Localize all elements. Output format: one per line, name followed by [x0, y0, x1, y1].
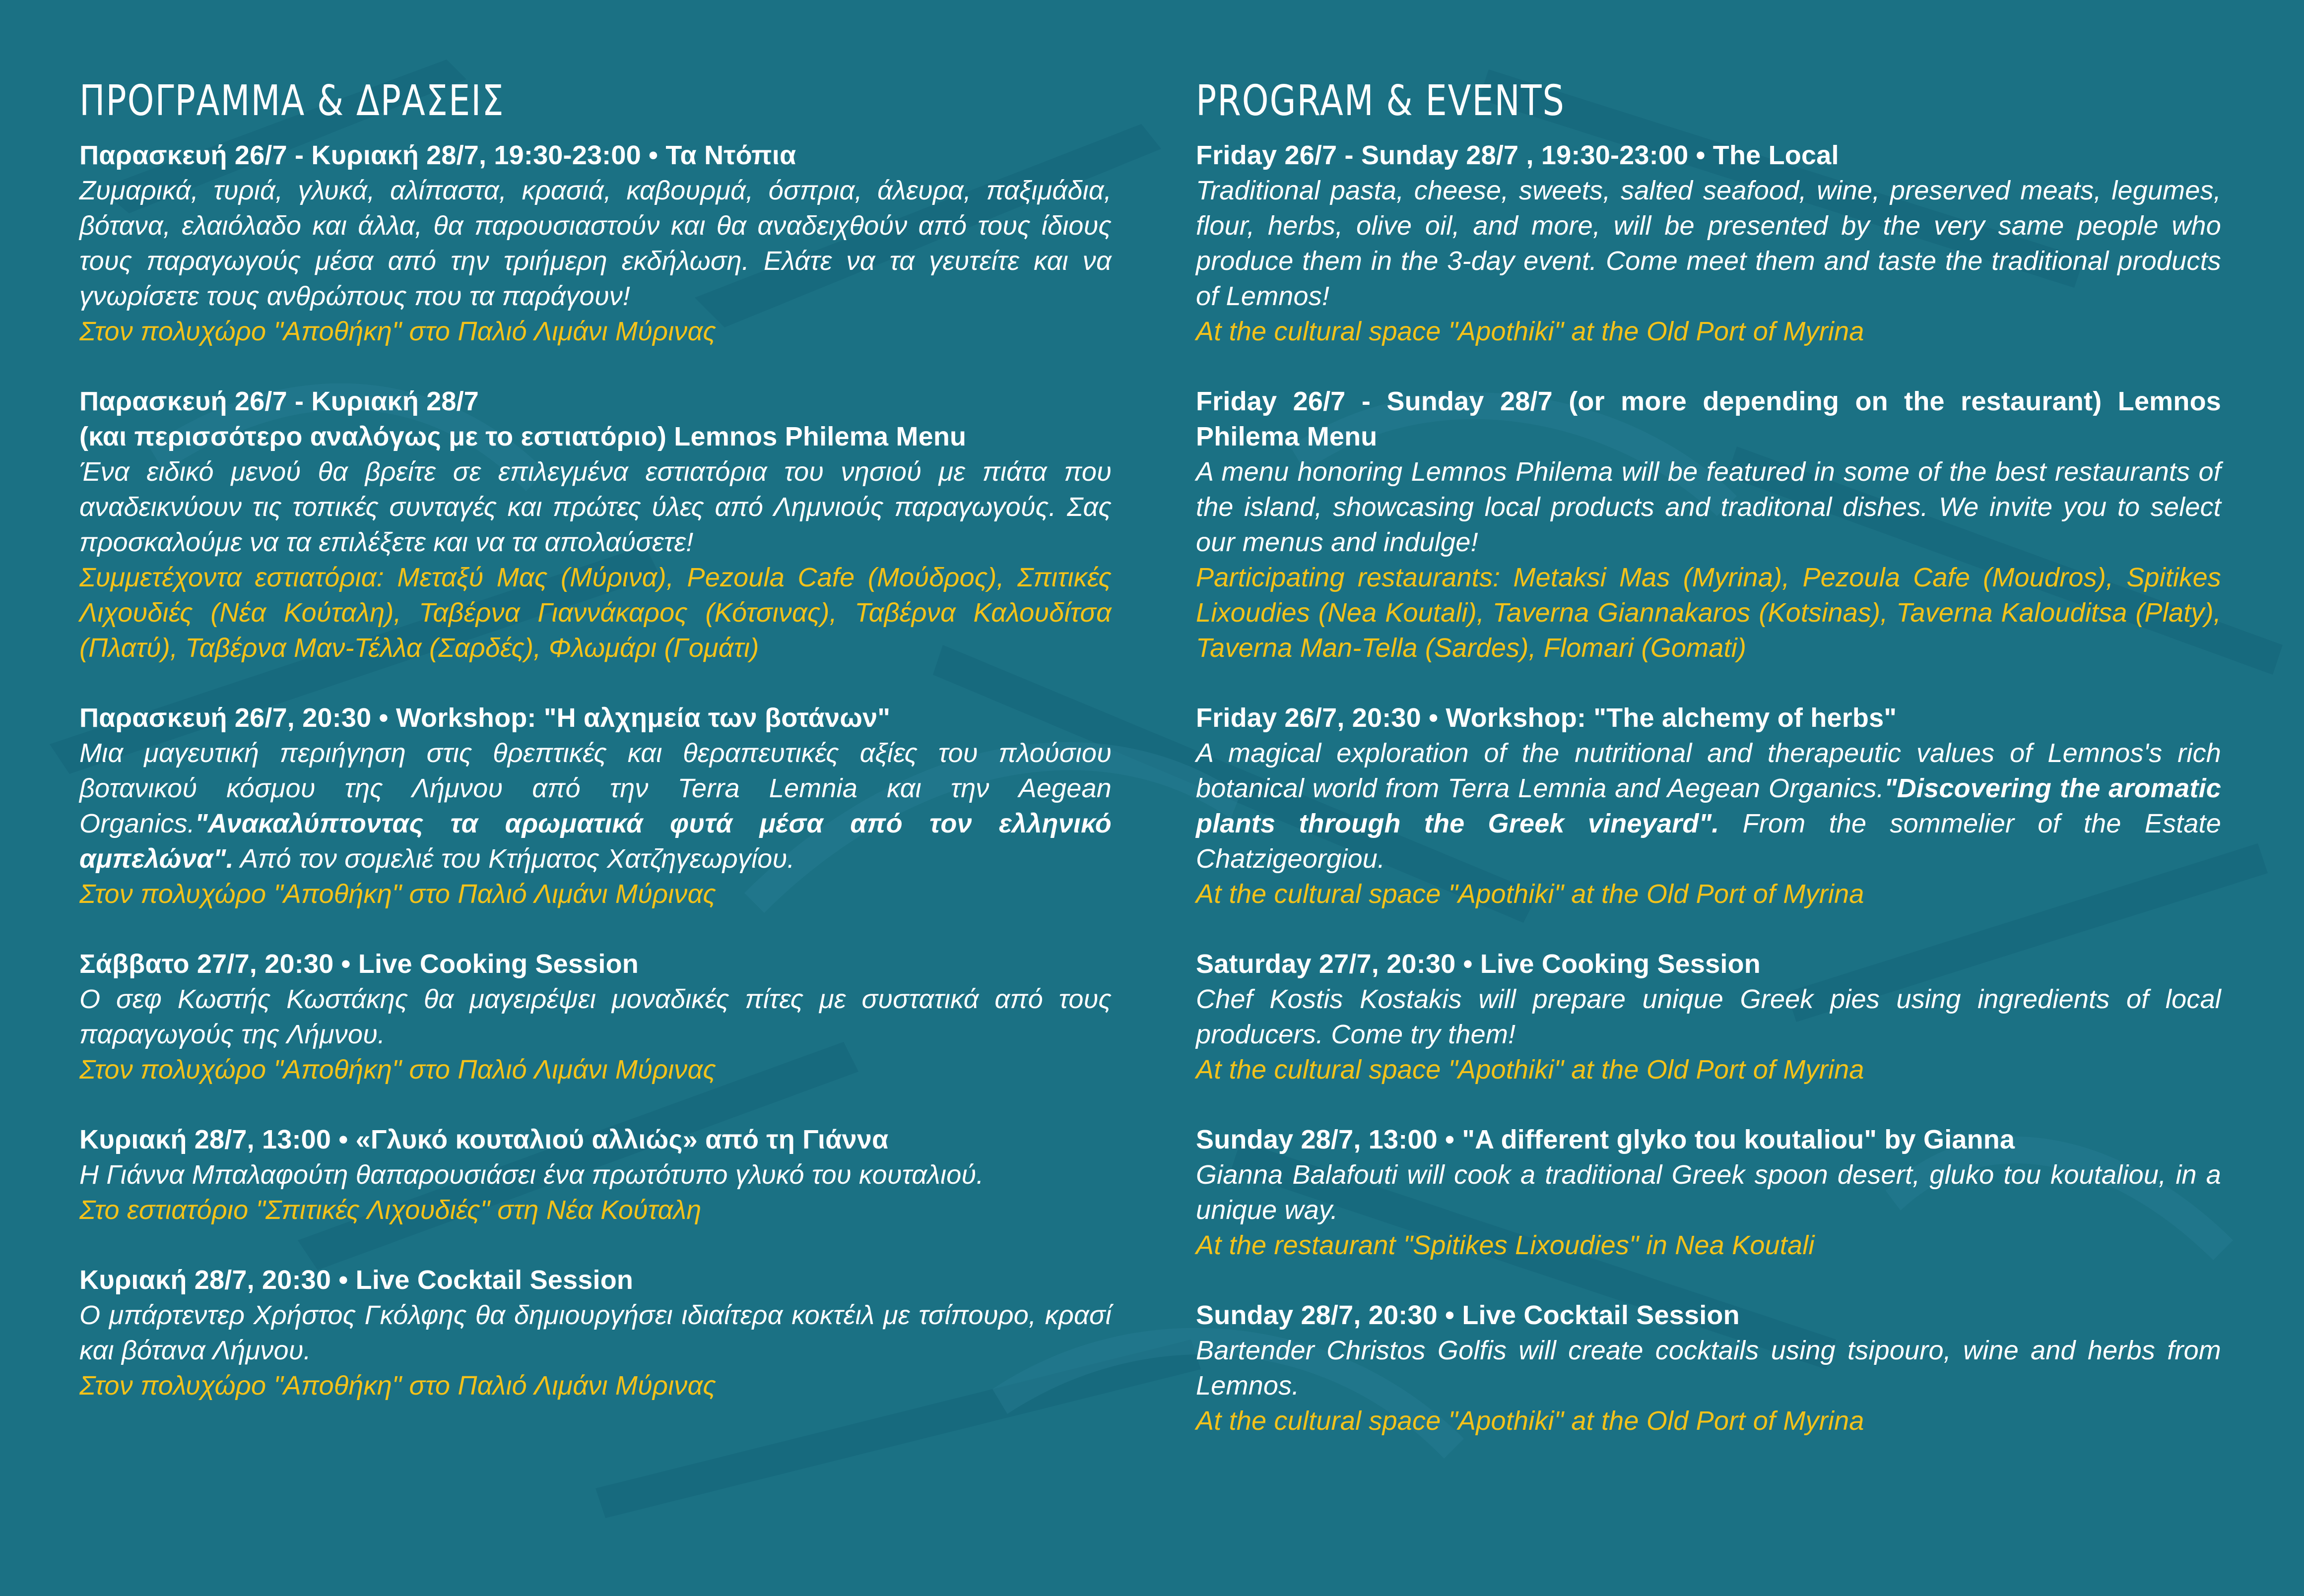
event-restaurants: Participating restaurants: Metaksi Mas (Myrina), Pezoula Cafe (Moudros), Spitikes Lixoudies (Nea Koutali), Taverna Giannakaros (Kotsinas), Taverna Kalouditsa (Platy), Taverna Man-Tella (Sardes), Flomari (Gomati): [1196, 563, 2221, 663]
event-description: [1196, 736, 2221, 877]
event-title: Friday 26/7, 20:30 • Workshop: "The alchemy of herbs": [1196, 703, 1897, 733]
event-restaurants: Συμμετέχοντα εστιατόρια: Μεταξύ Μας (Μύρινα), Pezoula Cafe (Μούδρος), Σπιτικές Λιχουδιές (Νέα Κούταλη), Ταβέρνα Γιαννάκαρος (Κότσινας), Ταβέρνα Καλουδίτσα (Πλατύ), Ταβέρνα Μαν-Τέλλα (Σαρδές), Φλωμάρι (Γομάτι): [79, 563, 1112, 663]
event-description-text: From the sommelier of the Estate Chatzigeorgiou.: [1196, 809, 2221, 874]
event-title: Παρασκευή 26/7, 20:30 • Workshop: "Η αλχημεία των βοτάνων": [79, 703, 891, 733]
event-location: Στον πολυχώρο "Αποθήκη" στο Παλιό Λιμάνι Μύρινας: [79, 1055, 716, 1085]
event-cocktail-greek: [79, 1263, 1112, 1404]
event-title: Παρασκευή 26/7 - Κυριακή 28/7, 19:30-23:00 • Τα Ντόπια: [79, 140, 796, 170]
event-description-highlight: "Discovering the aromatic plants through the Greek vineyard".: [1196, 773, 2221, 838]
event-local-english: [1196, 138, 2221, 349]
event-description-text: Μια μαγευτική περιήγηση στις θρεπτικές και θεραπευτικές αξίες του πλούσιου βοτανικού κόσμου της Λήμνου από την Terra Lemnia και την Aegean Organics.: [79, 738, 1112, 838]
event-location: At the cultural space "Apothiki" at the Old Port of Myrina: [1196, 1055, 1864, 1085]
event-title: Saturday 27/7, 20:30 • Live Cooking Session: [1196, 949, 1761, 979]
english-heading: PROGRAM & EVENTS: [1196, 75, 1565, 126]
event-description: [79, 736, 1112, 877]
event-description: A menu honoring Lemnos Philema will be featured in some of the best restaurants of the island, showcasing local products and traditonal dishes. We invite you to select our menus and indulge!: [1196, 457, 2221, 557]
event-description-highlight: "Ανακαλύπτοντας τα αρωματικά φυτά μέσα από τον ελληνικό αμπελώνα".: [79, 809, 1112, 874]
event-location: Στον πολυχώρο "Αποθήκη" στο Παλιό Λιμάνι Μύρινας: [79, 1371, 716, 1401]
event-local-greek: [79, 138, 1112, 349]
english-column: [1196, 73, 2221, 1473]
event-description: Ο σεφ Κωστής Κωστάκης θα μαγειρέψει μοναδικές πίτες με συστατικά από τους παραγωγούς της Λήμνου.: [79, 984, 1112, 1049]
greek-heading: ΠΡΟΓΡΑΜΜΑ & ΔΡΑΣΕΙΣ: [79, 75, 505, 126]
event-workshop-english: [1196, 701, 2221, 912]
event-title: Friday 26/7 - Sunday 28/7 , 19:30-23:00 • The Local: [1196, 140, 1839, 170]
event-description-text: Από τον σομελιέ του Κτήματος Χατζηγεωργίου.: [233, 844, 795, 874]
event-location: Στον πολυχώρο "Αποθήκη" στο Παλιό Λιμάνι Μύρινας: [79, 317, 716, 346]
event-title: Παρασκευή 26/7 - Κυριακή 28/7: [79, 386, 479, 416]
event-location: Στο εστιατόριο "Σπιτικές Λιχουδιές" στη Νέα Κούταλη: [79, 1195, 702, 1225]
event-cooking-english: [1196, 947, 2221, 1087]
event-cocktail-english: [1196, 1298, 2221, 1439]
event-workshop-greek: [79, 701, 1112, 912]
event-location: Στον πολυχώρο "Αποθήκη" στο Παλιό Λιμάνι Μύρινας: [79, 879, 716, 909]
event-location: At the cultural space "Apothiki" at the Old Port of Myrina: [1196, 879, 1864, 909]
event-description: Traditional pasta, cheese, sweets, salted seafood, wine, preserved meats, legumes, flour, herbs, olive oil, and more, will be presented by the very same people who produce them in the 3-day event. Come meet them and taste the traditional products of Lemnos!: [1196, 176, 2221, 311]
event-philema-menu-greek: [79, 384, 1112, 666]
event-location: At the cultural space "Apothiki" at the Old Port of Myrina: [1196, 1406, 1864, 1436]
event-location: At the cultural space "Apothiki" at the Old Port of Myrina: [1196, 317, 1864, 346]
event-glyko-greek: [79, 1122, 1112, 1228]
event-description: Η Γιάννα Μπαλαφούτη θαπαρουσιάσει ένα πρωτότυπο γλυκό του κουταλιού.: [79, 1160, 984, 1190]
event-title: Κυριακή 28/7, 13:00 • «Γλυκό κουταλιού αλλιώς» από τη Γιάννα: [79, 1125, 889, 1154]
event-description: Ένα ειδικό μενού θα βρείτε σε επιλεγμένα εστιατόρια του νησιού με πιάτα που αναδεικνύουν τις τοπικές συνταγές και πρώτες ύλες από Λημνιούς παραγωγούς. Σας προσκαλούμε να τα επιλέξετε και να τα απολαύσετε!: [79, 457, 1112, 557]
event-description: Gianna Balafouti will cook a traditional Greek spoon desert, gluko tou koutaliou, in a unique way.: [1196, 1160, 2221, 1225]
event-philema-menu-english: [1196, 384, 2221, 666]
event-location: At the restaurant "Spitikes Lixoudies" in Nea Koutali: [1196, 1230, 1815, 1260]
event-title: Friday 26/7 - Sunday 28/7 (or more depending on the restaurant) Lemnos Philema Menu: [1196, 386, 2221, 451]
event-cooking-greek: [79, 947, 1112, 1087]
event-glyko-english: [1196, 1122, 2221, 1263]
event-description: Ο μπάρτεντερ Χρήστος Γκόλφης θα δημιουργήσει ιδιαίτερα κοκτέιλ με τσίπουρο, κρασί και βότανα Λήμνου.: [79, 1300, 1112, 1365]
event-description: Ζυμαρικά, τυριά, γλυκά, αλίπαστα, κρασιά, καβουρμά, όσπρια, άλευρα, παξιμάδια, βότανα, ελαιόλαδο και άλλα, θα παρουσιαστούν και θα αναδειχθούν από τους ίδιους τους παραγωγούς μέσα από την τριήμερη εκδήλωση. Ελάτε να τα γευτείτε και να γνωρίσετε τους ανθρώπους που τα παράγουν!: [79, 176, 1112, 311]
event-description-text: A magical exploration of the nutritional and therapeutic values of Lemnos's rich botanical world from Terra Lemnia and Aegean Organics.: [1196, 738, 2221, 803]
greek-column: [79, 73, 1112, 1438]
event-description: Bartender Christos Golfis will create cocktails using tsipouro, wine and herbs from Lemnos.: [1196, 1336, 2221, 1401]
event-title: Κυριακή 28/7, 20:30 • Live Cocktail Session: [79, 1265, 634, 1295]
event-title-continuation: (και περισσότερο αναλόγως με το εστιατόριο) Lemnos Philema Menu: [79, 422, 967, 451]
event-title: Sunday 28/7, 20:30 • Live Cocktail Session: [1196, 1300, 1740, 1330]
event-description: Chef Kostis Kostakis will prepare unique Greek pies using ingredients of local producers. Come try them!: [1196, 984, 2221, 1049]
event-title: Sunday 28/7, 13:00 • "A different glyko tou koutaliou" by Gianna: [1196, 1125, 2015, 1154]
event-title: Σάββατο 27/7, 20:30 • Live Cooking Session: [79, 949, 639, 979]
